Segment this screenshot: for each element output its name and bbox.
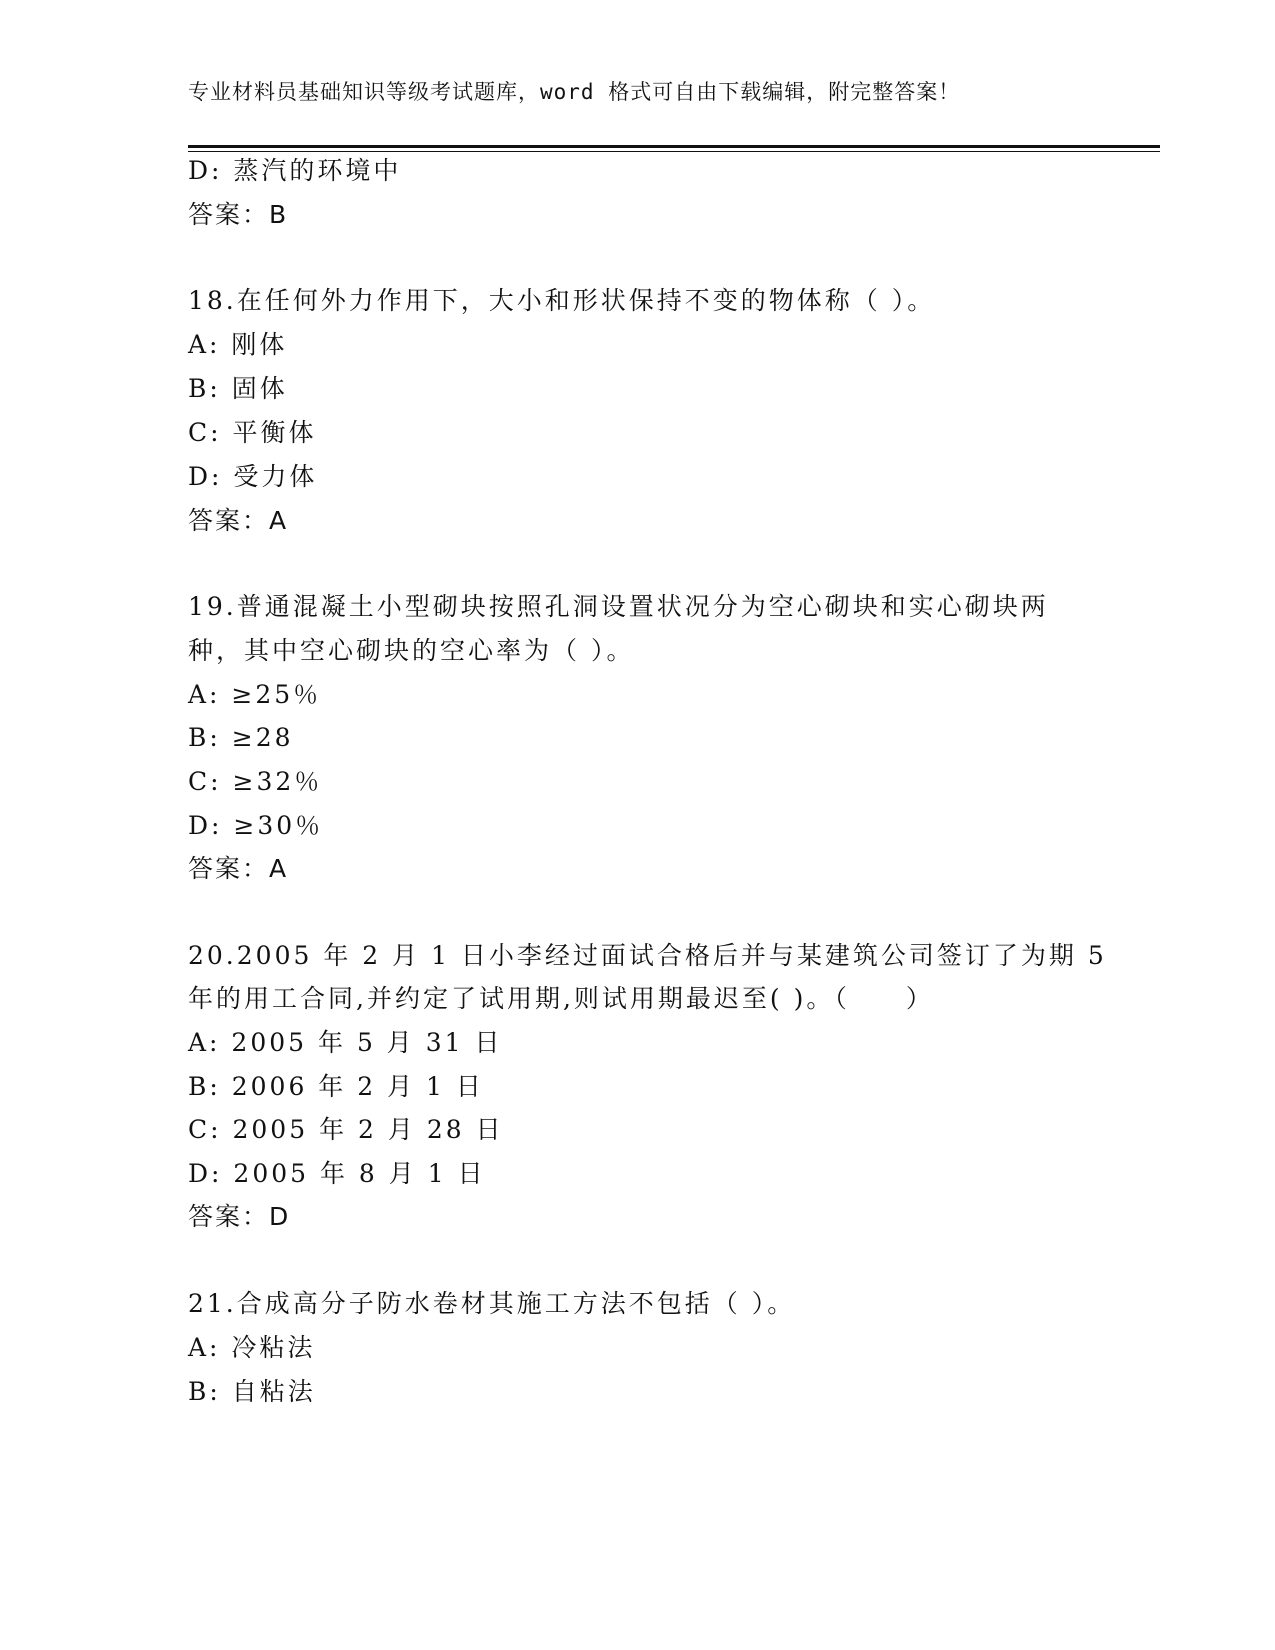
- page-header: 专业材料员基础知识等级考试题库，word 格式可自由下载编辑，附完整答案！: [188, 80, 961, 104]
- header-rule-thick: [188, 145, 1160, 148]
- option-line: B: 2006 年 2 月 1 日: [188, 1072, 484, 1101]
- option-line: D: ≥30％: [188, 811, 324, 840]
- question-line: 19.普通混凝土小型砌块按照孔洞设置状况分为空心砌块和实心砌块两: [188, 592, 1049, 621]
- header-rule-thin: [188, 151, 1160, 152]
- question-line: 18.在任何外力作用下，大小和形状保持不变的物体称（ ）。: [188, 286, 936, 315]
- question-line: 20.2005 年 2 月 1 日小李经过面试合格后并与某建筑公司签订了为期 5: [188, 941, 1107, 970]
- option-line: A: 冷粘法: [188, 1333, 316, 1362]
- option-line: D: 蒸汽的环境中: [188, 156, 402, 185]
- answer-line: 答案：B: [188, 200, 289, 229]
- question-line: 年的用工合同,并约定了试用期,则试用期最迟至( )。（ ）: [188, 984, 934, 1013]
- answer-line: 答案：A: [188, 854, 289, 883]
- option-line: D: 2005 年 8 月 1 日: [188, 1159, 486, 1188]
- answer-line: 答案：A: [188, 506, 289, 535]
- option-line: C: ≥32％: [188, 767, 323, 796]
- option-line: D: 受力体: [188, 462, 318, 491]
- option-line: B: 自粘法: [188, 1377, 316, 1406]
- option-line: B: ≥28: [188, 723, 294, 752]
- option-line: C: 平衡体: [188, 418, 317, 447]
- answer-line: 答案：D: [188, 1202, 291, 1231]
- option-line: B: 固体: [188, 374, 288, 403]
- option-line: C: 2005 年 2 月 28 日: [188, 1115, 504, 1144]
- question-line: 种，其中空心砌块的空心率为（ ）。: [188, 636, 635, 665]
- option-line: A: ≥25％: [188, 680, 322, 709]
- question-line: 21.合成高分子防水卷材其施工方法不包括（ ）。: [188, 1289, 796, 1318]
- option-line: A: 刚体: [188, 330, 288, 359]
- option-line: A: 2005 年 5 月 31 日: [188, 1028, 503, 1057]
